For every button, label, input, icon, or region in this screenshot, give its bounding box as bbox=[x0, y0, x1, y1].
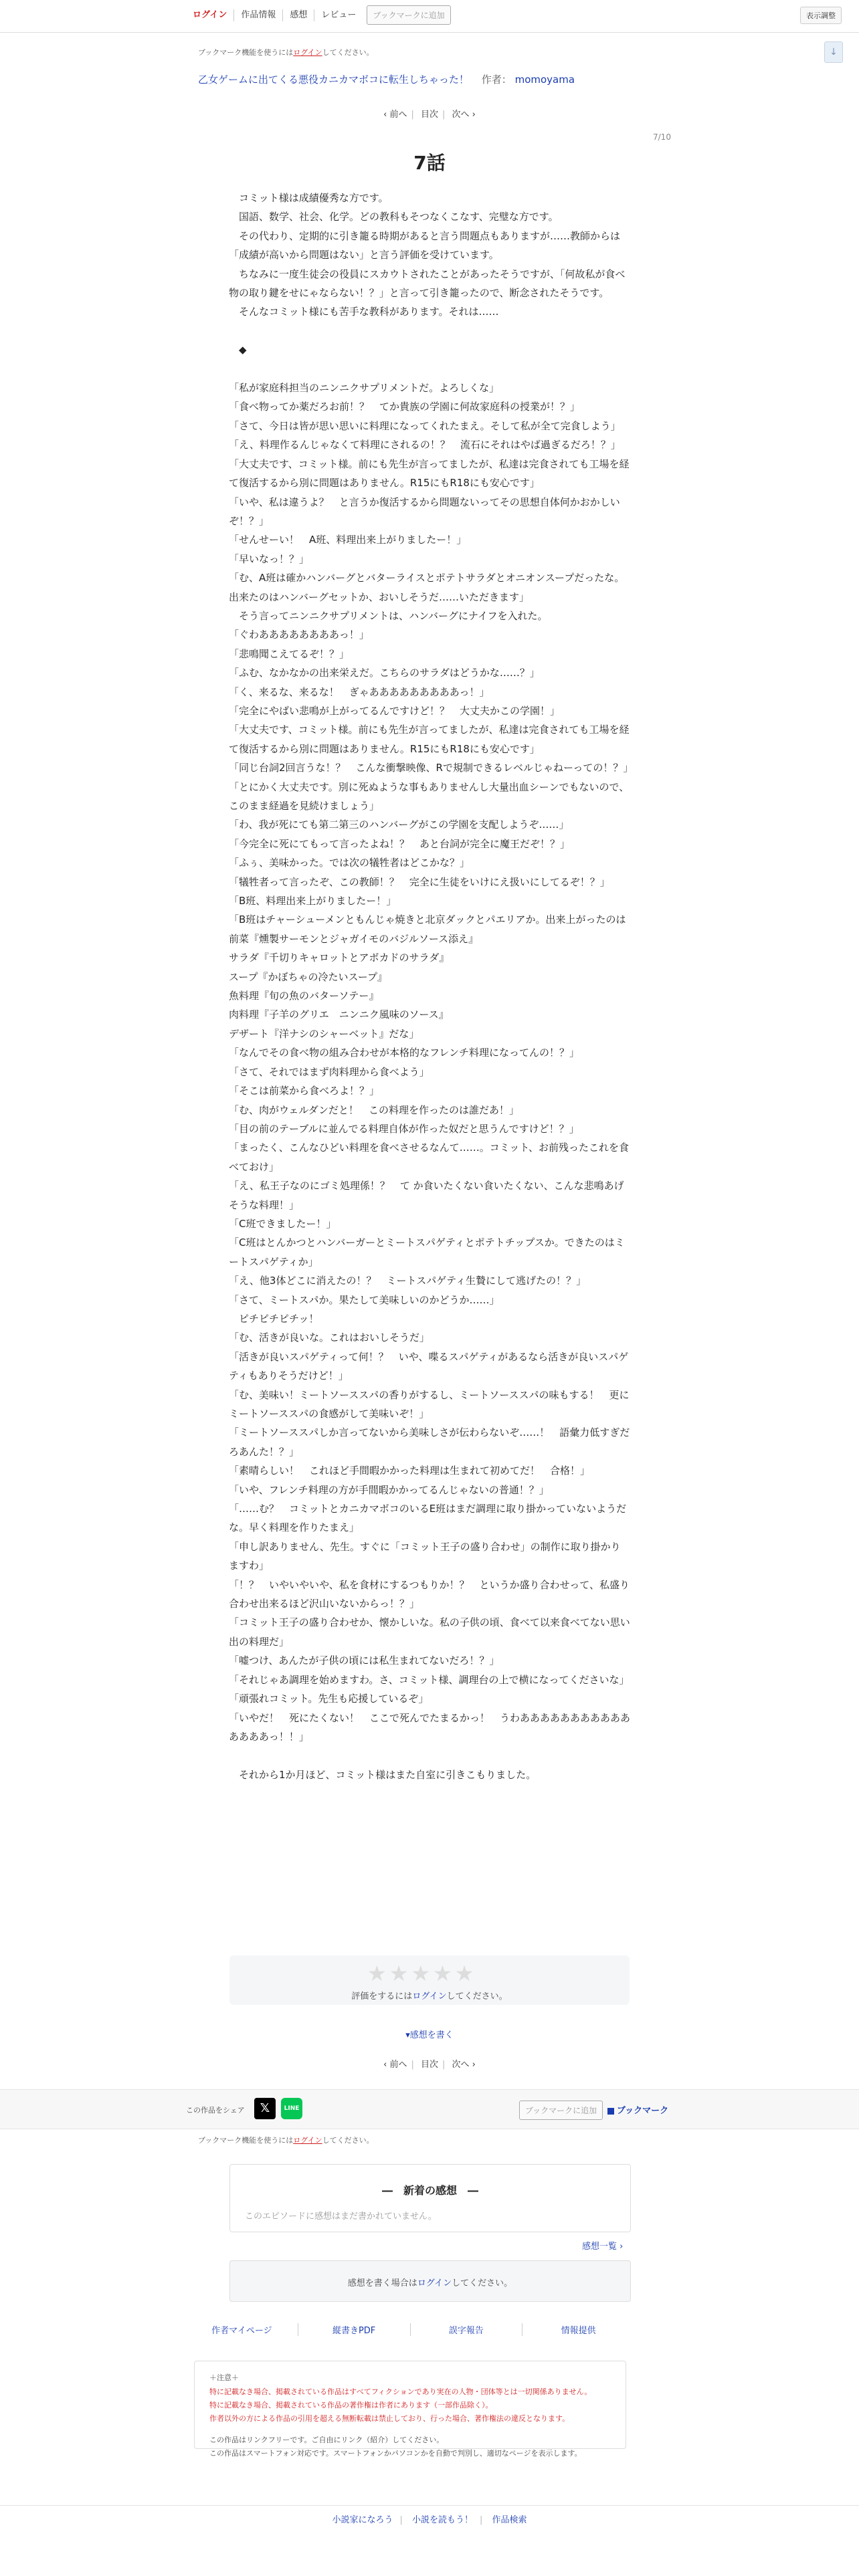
caution-red-3: 作者以外の方による作品の引用を超える無断転載は禁止しており、行った場合、著作権法の違反となります。 bbox=[209, 2414, 570, 2423]
body-paragraph: 「コミット王子の盛り合わせか、懐かしいな。私の子供の頃、食べて以来食べてない思い出の料理だ」 bbox=[229, 1616, 630, 1648]
body-paragraph: 「それじゃあ調理を始めますわ。さ、コミット様、調理台の上で横になってくださいな」 bbox=[229, 1673, 630, 1686]
become-novelist-link[interactable]: 小説家になろう bbox=[332, 2515, 393, 2525]
body-paragraph: 「く、来るな、来るな！ ぎゃあああああああああっ！」 bbox=[229, 685, 490, 698]
body-paragraph: 「完全にやばい悲鳴が上がってるんですけど！？ 大丈夫かこの学園！」 bbox=[229, 704, 561, 717]
body-paragraph: 「そこは前菜から食べろよ！？」 bbox=[229, 1085, 380, 1097]
episode-body bbox=[229, 189, 634, 1784]
x-share-icon[interactable]: 𝕏 bbox=[254, 2098, 276, 2119]
body-paragraph: 「む、A班は確かハンバーグとバターライスとポテトサラダとオニオンスープだったな。出来たのはハンバーグセットか、おいしそうだ……いただきます」 bbox=[229, 572, 625, 603]
display-settings-button[interactable]: 表示調整 bbox=[800, 7, 842, 24]
body-paragraph: 「C班できましたー！」 bbox=[229, 1217, 337, 1230]
bookmark-icon bbox=[607, 2108, 614, 2115]
rating-message bbox=[229, 1989, 630, 2002]
caution-red-2: 特に記載なき場合、掲載されている作品の著作権は作者にあります（一部作品除く）。 bbox=[209, 2401, 493, 2409]
rating-stars-icon[interactable]: ★★★★★ bbox=[367, 1961, 477, 1986]
login-link[interactable]: ログイン bbox=[186, 9, 234, 21]
body-paragraph: 「さて、今日は皆が思い思いに料理になってくれたまえ。そして私が全て完食しよう」 bbox=[229, 419, 621, 432]
bookmark-add-button[interactable]: ブックマークに追加 bbox=[367, 5, 450, 25]
toc-link[interactable]: 目次 bbox=[420, 2060, 438, 2070]
bookmark-notice-bottom bbox=[198, 2135, 374, 2145]
body-paragraph: 「ふむ、なかなかの出来栄えだ。こちらのサラダはどうかな……？」 bbox=[229, 667, 540, 679]
body-paragraph: 「む、美味い！ミートソーススパの香りがするし、ミートソーススパの味もする！ 更にミートソーススパの食感がして美味いぞ！」 bbox=[229, 1388, 630, 1420]
rating-msg-post: してください。 bbox=[446, 1992, 508, 2002]
footer-links bbox=[186, 2323, 634, 2336]
work-header bbox=[198, 72, 575, 86]
body-paragraph: 「む、活きが良いな。これはおいしそうだ」 bbox=[229, 1331, 430, 1344]
bookmark-notice bbox=[198, 47, 374, 58]
body-paragraph: 「いや、私は違うよ？ と言うか復活するから問題ないってその思想自体何かおかしいぞ！？」 bbox=[229, 496, 620, 527]
prev-link[interactable]: ‹ 前へ bbox=[383, 2060, 407, 2070]
body-paragraph: ◆ bbox=[229, 344, 247, 356]
prev-link[interactable]: ‹ 前へ bbox=[383, 110, 407, 120]
body-paragraph: 「B班はチャーシューメンともんじゃ焼きと北京ダックとパエリアか。出来上がったのは bbox=[229, 914, 626, 926]
line-share-icon[interactable]: LINE bbox=[281, 2098, 302, 2119]
body-paragraph: 「……む？ コミットとカニカマボコのいるE班はまだ調理に取り掛かっていないようだな。早く料理を作りたまえ」 bbox=[229, 1503, 627, 1534]
impressions-link[interactable]: 感想 bbox=[283, 9, 314, 21]
review-link[interactable]: レビュー bbox=[321, 9, 357, 20]
body-paragraph: 「いやだ！ 死にたくない！ ここで死んでたまるかっ！ うわあああああああああああああああっ！！」 bbox=[229, 1711, 631, 1743]
next-link[interactable]: 次へ › bbox=[452, 110, 476, 120]
impression-login-box bbox=[229, 2260, 631, 2302]
body-paragraph: それから1か月ほど、コミット様はまた自室に引きこもりました。 bbox=[229, 1768, 537, 1781]
body-paragraph: 「いや、フレンチ料理の方が手間暇かかってるんじゃないの普通！？」 bbox=[229, 1483, 549, 1496]
body-paragraph: 前菜『燻製サーモンとジャガイモのバジルソース添え』 bbox=[229, 932, 479, 945]
body-paragraph: そんなコミット様にも苦手な教科があります。それは…… bbox=[229, 306, 499, 318]
info-provide-link[interactable]: 情報提供 bbox=[561, 2326, 596, 2336]
body-paragraph: コミット様は成績優秀な方です。 bbox=[229, 192, 389, 204]
body-paragraph: 「大丈夫です、コミット様。前にも先生が言ってましたが、私達は完食されても工場を経て復活するから別に問題はありません。R15にもR18にも安心です」 bbox=[229, 457, 630, 490]
share-label: この作品をシェア bbox=[186, 2106, 245, 2115]
body-paragraph: 「食べ物ってか薬だろお前！？ てか貴族の学園に何故家庭科の授業が！？」 bbox=[229, 401, 581, 413]
imp-login-post: してください。 bbox=[452, 2278, 513, 2288]
rating-box bbox=[229, 1955, 630, 2005]
body-paragraph: 「ミートソーススパしか言ってないから美味しさが伝わらないぞ……！ 語彙力低すぎだろあんた！？」 bbox=[229, 1426, 630, 1458]
bookmark-link[interactable] bbox=[607, 2103, 668, 2116]
imp-login-pre: 感想を書く場合は bbox=[347, 2278, 417, 2288]
recent-empty-text: このエピソードに感想はまだ書かれていません。 bbox=[245, 2212, 437, 2222]
toc-link[interactable]: 目次 bbox=[420, 110, 438, 120]
caution-title: ＋注意＋ bbox=[209, 2373, 239, 2382]
notice-post: してください。 bbox=[322, 48, 374, 57]
episode-nav-top: ‹ 前へ | 目次 | 次へ › bbox=[383, 110, 476, 120]
body-paragraph: 「大丈夫です、コミット様。前にも先生が言ってましたが、私達は完食されても工場を経て復活するから別に問題はありません。R15にもR18にも安心です」 bbox=[229, 724, 630, 755]
body-paragraph: スープ『かぼちゃの冷たいスープ』 bbox=[229, 970, 388, 983]
work-info-link[interactable]: 作品情報 bbox=[234, 9, 283, 21]
body-paragraph: ちなみに一度生徒会の役員にスカウトされたことがあったそうですが、「何故私が食べ物の取り鍵をせにゃならない！？」と言って引き籠ったので、断念されたそうです。 bbox=[229, 267, 626, 300]
body-paragraph: 「！？ いやいやいや、私を食材にするつもりか！？ というか盛り合わせって、私盛り合わせ出来るほど沢山いないからっ！？」 bbox=[229, 1578, 630, 1610]
notice-pre: ブックマーク機能を使うには bbox=[198, 2136, 294, 2145]
bookmark-add-button[interactable]: ブックマークに追加 bbox=[519, 2101, 603, 2120]
author-link[interactable]: momoyama bbox=[514, 74, 575, 86]
top-nav bbox=[186, 5, 451, 25]
body-paragraph: 「同じ台詞2回言うな！？ こんな衝撃映像、Rで規制できるレベルじゃねーっての！？」 bbox=[229, 762, 634, 774]
caution-text-1: この作品はリンクフリーです。ご自由にリンク（紹介）してください。 bbox=[209, 2436, 444, 2444]
write-impression-link[interactable]: ▾感想を書く bbox=[405, 2030, 454, 2040]
caution-text-2: この作品はスマートフォン対応です。スマートフォンかパソコンかを自動で判別し、適切なページを表示します。 bbox=[209, 2449, 582, 2458]
body-paragraph: 「今完全に死にてもって言ったよね！？ あと台詞が完全に魔王だぞ！？」 bbox=[229, 837, 571, 850]
share-bar bbox=[0, 2089, 859, 2129]
body-paragraph: 「ふぅ、美味かった。では次の犠牲者はどこかな？」 bbox=[229, 857, 470, 869]
body-paragraph: 肉料理『子羊のグリエ ニンニク風味のソース』 bbox=[229, 1008, 449, 1021]
body-paragraph: 「B班、料理出来上がりましたー！」 bbox=[229, 895, 397, 907]
body-paragraph: 「さて、それではまず肉料理から食べよう」 bbox=[229, 1065, 430, 1078]
caution-red-1: 特に記載なき場合、掲載されている作品はすべてフィクションであり実在の人物・団体等とは一切関係ありません。 bbox=[209, 2387, 592, 2396]
body-paragraph: 「む、肉がウェルダンだと！ この料理を作ったのは誰だあ！」 bbox=[229, 1103, 519, 1116]
bookmark-label: ブックマーク bbox=[617, 2106, 669, 2116]
notice-login-link[interactable]: ログイン bbox=[293, 2136, 322, 2145]
imp-login-link[interactable]: ログイン bbox=[417, 2278, 452, 2288]
body-paragraph: デザート『洋ナシのシャーベット』だな」 bbox=[229, 1027, 419, 1040]
body-paragraph: 「早いなっ！？」 bbox=[229, 552, 310, 565]
body-paragraph: 「せんせーい！ A班、料理出来上がりましたー！」 bbox=[229, 534, 467, 546]
body-paragraph: 国語、数学、社会、化学。どの教科もそつなくこなす、完璧な方です。 bbox=[229, 211, 559, 223]
body-paragraph: 「さて、ミートスパか。果たして美味しいのかどうか……」 bbox=[229, 1293, 500, 1306]
rating-login-link[interactable]: ログイン bbox=[412, 1992, 447, 2002]
page-number: 7/10 bbox=[653, 132, 671, 142]
body-paragraph: 「目の前のテーブルに並んでる料理自体が作った奴だと思うんですけど！？」 bbox=[229, 1122, 579, 1135]
impression-list-link[interactable]: 感想一覧 › bbox=[582, 2242, 624, 2252]
typo-report-link[interactable]: 誤字報告 bbox=[411, 2323, 523, 2336]
bottom-links: 小説家になろう | 小説を読もう！ | 作品検索 bbox=[0, 2505, 859, 2535]
next-link[interactable]: 次へ › bbox=[452, 2060, 476, 2070]
body-paragraph: 「とにかく大丈夫です。別に死ぬような事もありませんし大量出血シーンでもないので、このまま経過を見続けましょう」 bbox=[229, 780, 630, 812]
notice-login-link[interactable]: ログイン bbox=[293, 48, 322, 57]
body-paragraph: そう言ってニンニクサプリメントは、ハンバーグにナイフを入れた。 bbox=[229, 609, 548, 622]
body-paragraph: 「活きが良いスパゲティって何！？ いや、喋るスパゲティがあるなら活きが良いスパゲティもありそうだけど！」 bbox=[229, 1350, 629, 1382]
body-paragraph: その代わり、定期的に引き籠る時期があると言う問題点もありますが……教師からは「成績が高いから問題はない」と言う評価を受けています。 bbox=[229, 229, 621, 261]
notice-post: してください。 bbox=[322, 2136, 374, 2145]
work-title-link[interactable]: 乙女ゲームに出てくる悪役カニカマボコに転生しちゃった！ bbox=[198, 74, 470, 86]
recent-impressions-box bbox=[229, 2164, 631, 2232]
body-paragraph: 「え、料理作るんじゃなくて料理にされるの！？ 流石にそれはやば過ぎるだろ！？」 bbox=[229, 439, 621, 451]
body-paragraph bbox=[229, 322, 630, 340]
recent-title: ― 新着の感想 ― bbox=[381, 2184, 478, 2197]
body-paragraph: 「なんでその食べ物の組み合わせが本格的なフレンチ料理になってんの！？」 bbox=[229, 1047, 580, 1059]
body-paragraph: 「ぐわああああああああっ！」 bbox=[229, 629, 369, 641]
body-paragraph: ピチピチピチッ！ bbox=[229, 1312, 319, 1325]
body-paragraph: 「私が家庭科担当のニンニクサプリメントだ。よろしくな」 bbox=[229, 382, 500, 395]
search-works-link[interactable]: 作品検索 bbox=[492, 2515, 527, 2525]
rating-msg-pre: 評価をするには bbox=[351, 1992, 413, 2002]
body-paragraph: 「まったく、こんなひどい料理を食べさせるなんて……。コミット、お前残ったこれを食べておけ」 bbox=[229, 1142, 630, 1173]
author-mypage-link[interactable]: 作者マイページ bbox=[186, 2323, 298, 2336]
body-paragraph: 「素晴らしい！ これほど手間暇かかった料理は生まれて初めてだ！ 合格！」 bbox=[229, 1465, 591, 1477]
caution-box bbox=[194, 2361, 626, 2458]
body-paragraph: 「犠牲者って言ったぞ、この教師！？ 完全に生徒をいけにえ扱いにしてるぞ！？」 bbox=[229, 875, 610, 888]
body-paragraph bbox=[229, 1746, 630, 1765]
body-paragraph: 「嘘つけ、あんたが子供の頃には私生まれてないだろ！？」 bbox=[229, 1654, 500, 1667]
episode-nav-bottom: ‹ 前へ | 目次 | 次へ › bbox=[383, 2060, 476, 2070]
body-paragraph: 「悲鳴聞こえてるぞ！？」 bbox=[229, 647, 350, 660]
body-paragraph: 魚料理『旬の魚のバターソテー』 bbox=[229, 990, 379, 1002]
chapter-title: 7話 bbox=[413, 152, 446, 174]
author-label: 作者： bbox=[481, 74, 512, 86]
scroll-down-icon[interactable]: ↓ bbox=[824, 41, 843, 63]
body-paragraph: サラダ『千切りキャロットとアボカドのサラダ』 bbox=[229, 952, 450, 964]
impression-login-message bbox=[230, 2276, 630, 2288]
vertical-pdf-link[interactable]: 縦書きPDF bbox=[298, 2323, 411, 2336]
body-paragraph: 「C班はとんかつとハンバーガーとミートスパゲティとポテトチップスか。できたのはミートスパゲティか」 bbox=[229, 1237, 625, 1268]
body-paragraph bbox=[229, 360, 630, 379]
body-paragraph: 「え、私王子なのにゴミ処理係！？ て か食いたくない食いたくない、こんな悲鳴あげそうな料理！」 bbox=[229, 1180, 624, 1211]
notice-pre: ブックマーク機能を使うには bbox=[198, 48, 294, 57]
read-novels-link[interactable]: 小説を読もう！ bbox=[411, 2515, 473, 2525]
body-paragraph: 「申し訳ありません、先生。すぐに「コミット王子の盛り合わせ」の制作に取り掛かりますわ」 bbox=[229, 1540, 621, 1572]
body-paragraph: 「わ、我が死にても第二第三のハンバーグがこの学園を支配しようぞ……」 bbox=[229, 819, 569, 831]
body-paragraph: 「え、他3体どこに消えたの！？ ミートスパゲティ生贄にして逃げたの！？」 bbox=[229, 1275, 587, 1287]
top-bar bbox=[0, 0, 859, 33]
body-paragraph: 「頑張れコミット。先生も応援しているぞ」 bbox=[229, 1693, 429, 1705]
